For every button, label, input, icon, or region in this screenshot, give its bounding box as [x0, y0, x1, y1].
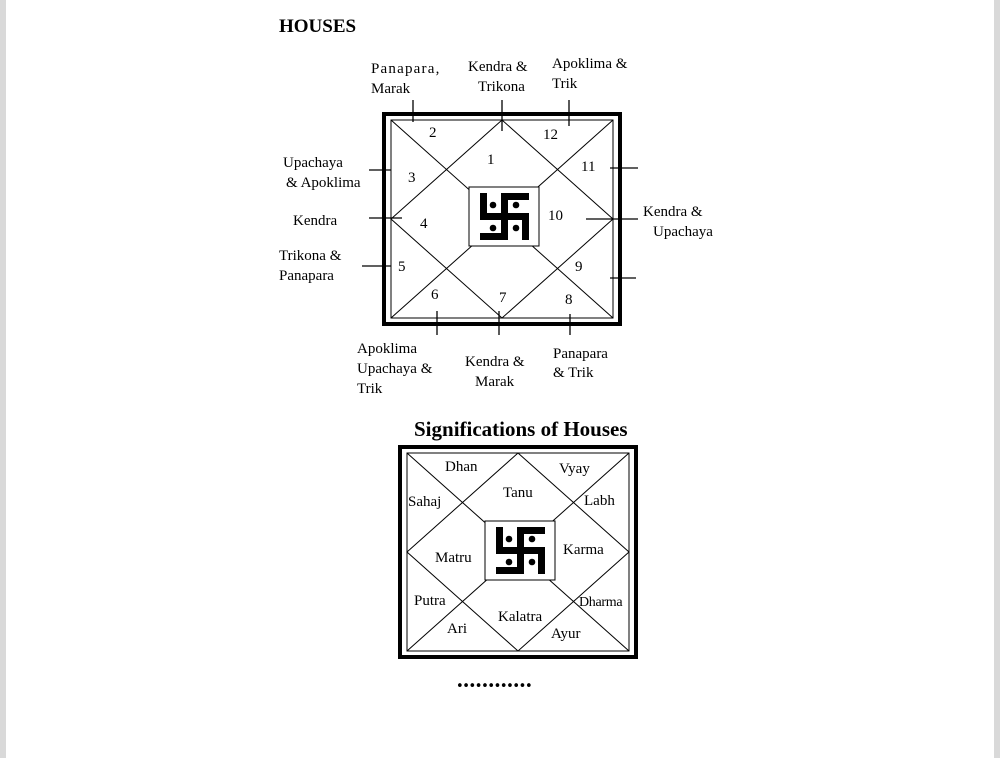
- house-number-10: 10: [548, 208, 563, 224]
- label-house-5-line1: Trikona &: [279, 248, 342, 264]
- signification-ari: Ari: [447, 621, 467, 637]
- signification-vyay: Vyay: [559, 461, 590, 477]
- signification-putra: Putra: [414, 593, 446, 609]
- document-page: [6, 0, 994, 758]
- house-number-6: 6: [431, 287, 439, 303]
- house-number-4: 4: [420, 216, 428, 232]
- signification-kalatra: Kalatra: [498, 609, 543, 625]
- house-number-11: 11: [581, 159, 596, 175]
- signification-dhan: Dhan: [445, 459, 478, 475]
- label-house-6-line2: Upachaya &: [357, 361, 433, 377]
- signification-labh: Labh: [584, 493, 615, 509]
- significations-heading: Significations of Houses: [414, 417, 628, 441]
- houses-heading: HOUSES: [279, 16, 357, 37]
- significations-swastika-symbol: [485, 521, 555, 580]
- house-number-7: 7: [499, 290, 507, 306]
- signification-matru: Matru: [435, 550, 472, 566]
- signification-dharma: Dharma: [579, 595, 623, 610]
- label-house-6-line1: Apoklima: [357, 341, 417, 357]
- label-house-4: Kendra: [293, 213, 338, 229]
- label-house-8-line2: & Trik: [553, 365, 594, 381]
- label-house-7-line2: Marak: [475, 374, 515, 390]
- house-number-9: 9: [575, 259, 583, 275]
- label-house-12-line1: Apoklima &: [552, 56, 628, 72]
- house-number-2: 2: [429, 125, 437, 141]
- label-house-2-line2: Marak: [371, 81, 411, 97]
- house-number-5: 5: [398, 259, 406, 275]
- signification-tanu: Tanu: [503, 485, 533, 501]
- label-house-6-line3: Trik: [357, 381, 383, 397]
- label-house-5-line2: Panapara: [279, 268, 334, 284]
- signification-ayur: Ayur: [551, 626, 581, 642]
- label-house-8-line1: Panapara: [553, 346, 608, 362]
- label-house-7-line1: Kendra &: [465, 354, 525, 370]
- houses-swastika-symbol: [469, 187, 539, 246]
- house-number-3: 3: [408, 170, 416, 186]
- label-house-12-line2: Trik: [552, 76, 578, 92]
- label-house-1-line1: Kendra &: [468, 59, 528, 75]
- house-number-12: 12: [543, 127, 558, 143]
- footer-dots: ••••••••••••: [456, 679, 532, 694]
- label-house-10-line1: Kendra &: [643, 204, 703, 220]
- label-house-3-line1: Upachaya: [283, 155, 343, 171]
- house-number-8: 8: [565, 292, 573, 308]
- label-house-2-line1: Panapara,: [371, 61, 441, 77]
- signification-karma: Karma: [563, 542, 604, 558]
- label-house-10-line2: Upachaya: [653, 224, 713, 240]
- label-house-1-line2: Trikona: [478, 79, 525, 95]
- signification-sahaj: Sahaj: [408, 494, 442, 510]
- house-number-1: 1: [487, 152, 495, 168]
- label-house-3-line2: & Apoklima: [286, 175, 361, 191]
